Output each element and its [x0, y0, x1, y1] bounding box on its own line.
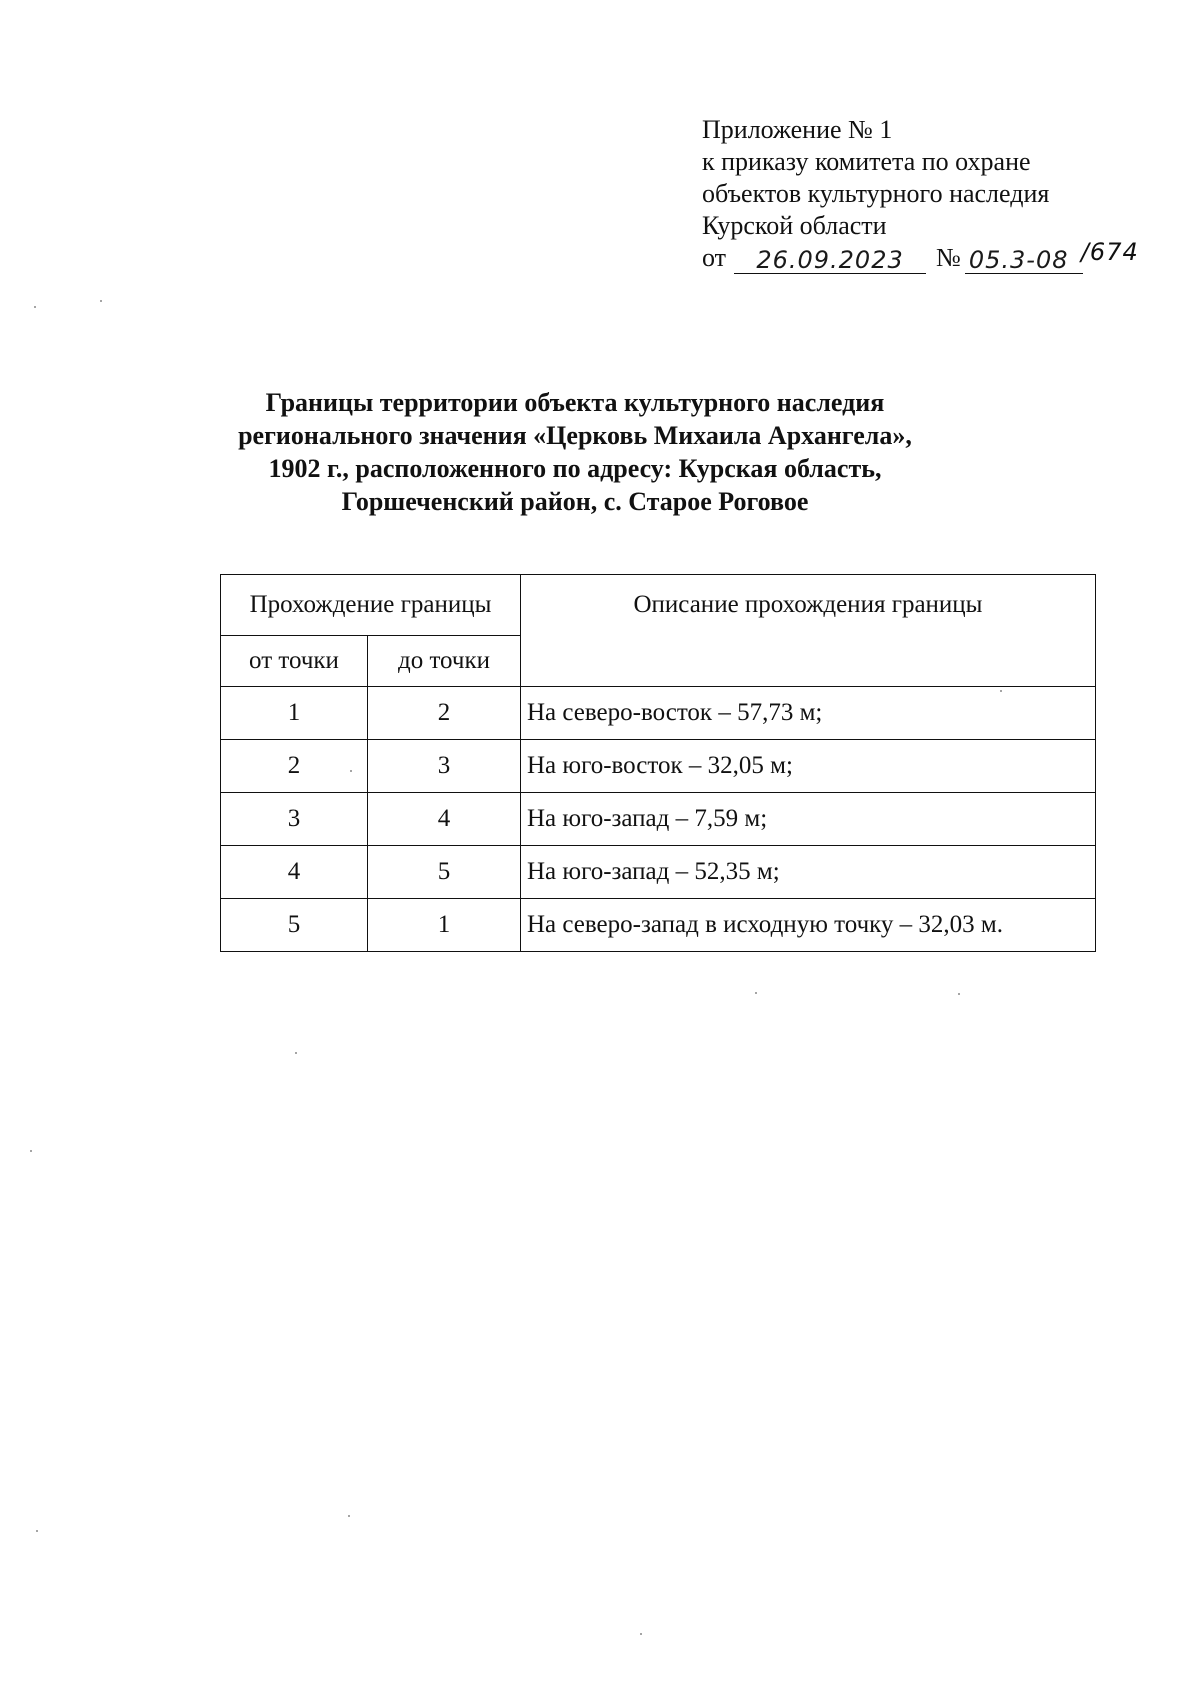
cell-to: 2	[368, 687, 521, 740]
scan-speck	[755, 992, 757, 994]
cell-description: На юго-восток – 32,05 м;	[521, 740, 1096, 793]
scan-speck	[1000, 690, 1002, 692]
header-to-point: до точки	[368, 636, 521, 687]
appendix-title: Приложение № 1	[702, 115, 893, 144]
title-line-4: Горшеченский район, с. Старое Роговое	[341, 487, 809, 516]
boundary-table	[220, 574, 1096, 952]
scan-speck	[295, 1052, 297, 1054]
cell-from: 5	[221, 899, 368, 952]
cell-from: 4	[221, 846, 368, 899]
handwritten-date: 26.09.2023	[734, 247, 926, 274]
cell-to: 3	[368, 740, 521, 793]
scan-speck	[34, 306, 36, 308]
table-row	[221, 899, 1096, 952]
scan-speck	[640, 1633, 642, 1635]
table-row	[221, 687, 1096, 740]
appendix-order-ref: к приказу комитета по охране	[702, 147, 1031, 176]
number-sign: №	[936, 243, 961, 272]
scan-speck	[100, 300, 102, 302]
document-title	[160, 386, 990, 518]
cell-from: 1	[221, 687, 368, 740]
table-row	[221, 846, 1096, 899]
appendix-committee: объектов культурного наследия	[702, 179, 1050, 208]
scan-speck	[348, 1515, 350, 1517]
cell-description: На северо-запад в исходную точку – 32,03 м.	[521, 899, 1096, 952]
title-line-2: регионального значения «Церковь Михаила Архангела»,	[238, 421, 912, 450]
appendix-header	[702, 114, 1162, 274]
handwritten-order-number-suffix: /674	[1080, 238, 1139, 266]
scan-speck	[30, 1150, 32, 1152]
cell-to: 1	[368, 899, 521, 952]
date-prefix: от	[702, 243, 727, 272]
order-date-number	[702, 238, 1162, 274]
cell-description: На северо-восток – 57,73 м;	[521, 687, 1096, 740]
scan-speck	[958, 993, 960, 995]
handwritten-order-number: 05.3-08	[965, 247, 1083, 274]
table-row	[221, 740, 1096, 793]
title-line-1: Границы территории объекта культурного наследия	[265, 388, 885, 417]
cell-from: 2	[221, 740, 368, 793]
table-row	[221, 793, 1096, 846]
cell-from: 3	[221, 793, 368, 846]
cell-to: 5	[368, 846, 521, 899]
scan-speck	[36, 1530, 38, 1532]
cell-to: 4	[368, 793, 521, 846]
cell-description: На юго-запад – 52,35 м;	[521, 846, 1096, 899]
header-description: Описание прохождения границы	[521, 575, 1096, 687]
cell-description: На юго-запад – 7,59 м;	[521, 793, 1096, 846]
scan-speck	[350, 770, 352, 772]
title-line-3: 1902 г., расположенного по адресу: Курская область,	[268, 454, 882, 483]
table-header-row	[221, 575, 1096, 636]
appendix-region: Курской области	[702, 211, 887, 240]
header-from-point: от точки	[221, 636, 368, 687]
header-boundary-passage: Прохождение границы	[221, 575, 521, 636]
